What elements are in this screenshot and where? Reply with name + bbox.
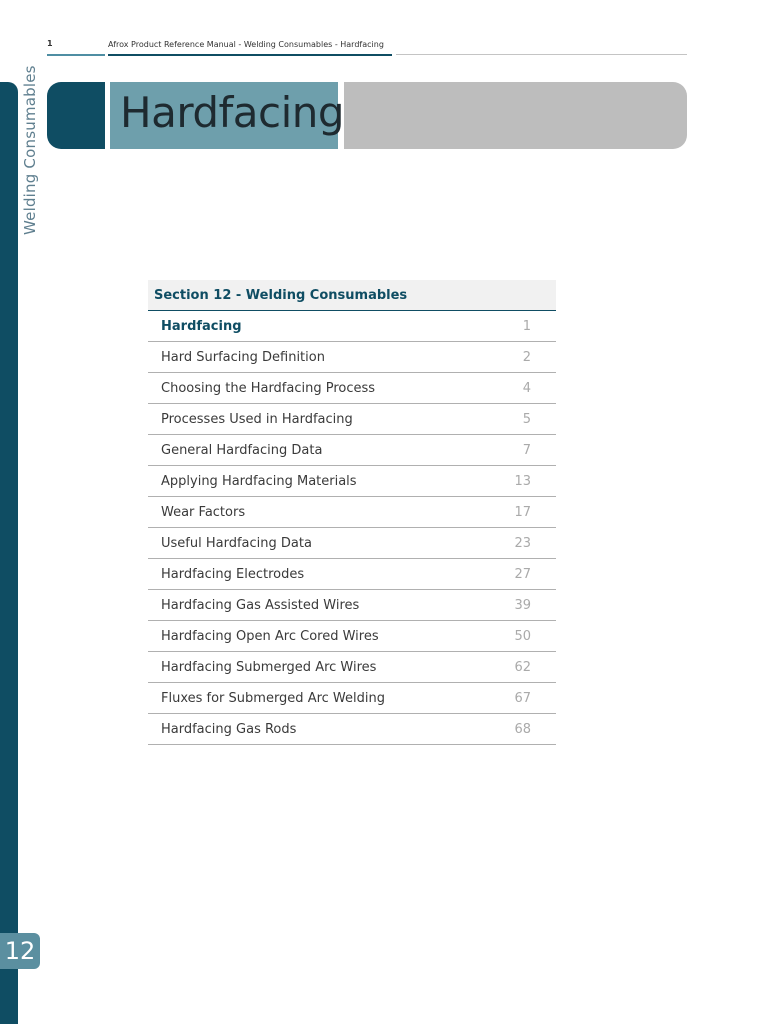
toc-entry-page: 39: [514, 598, 531, 613]
toc-entry[interactable]: [148, 373, 556, 404]
toc-entry-label: General Hardfacing Data: [161, 443, 323, 458]
header-rule-left: [47, 54, 105, 56]
toc-entry-page: 4: [522, 381, 531, 396]
toc-entry-label: Fluxes for Submerged Arc Welding: [161, 691, 385, 706]
toc-entry[interactable]: [148, 652, 556, 683]
toc-entry[interactable]: [148, 404, 556, 435]
header-rule-right: [396, 54, 687, 55]
toc-entry-label: Wear Factors: [161, 505, 246, 520]
toc-entry[interactable]: [148, 466, 556, 497]
toc-entry-label: Choosing the Hardfacing Process: [161, 381, 376, 396]
banner-accent-right: [344, 82, 687, 149]
table-of-contents: [148, 280, 556, 745]
toc-entry-label: Useful Hardfacing Data: [161, 536, 312, 551]
toc-entry-label: Hardfacing Submerged Arc Wires: [161, 660, 377, 675]
toc-entry-page: 5: [522, 412, 531, 427]
side-section-label: Welding Consumables: [21, 65, 39, 235]
toc-entry-label: Processes Used in Hardfacing: [161, 412, 353, 427]
toc-entry-label: Hardfacing Gas Assisted Wires: [161, 598, 360, 613]
header-rule-middle: [108, 54, 392, 56]
toc-entry-page: 27: [514, 567, 531, 582]
toc-entry-page: 17: [514, 505, 531, 520]
header-page-number: 1: [47, 39, 53, 48]
toc-entry[interactable]: [148, 590, 556, 621]
page-title: Hardfacing: [120, 88, 345, 137]
toc-rows: [148, 311, 556, 745]
banner-accent-left: [47, 82, 105, 149]
toc-entry-page: 2: [522, 350, 531, 365]
toc-entry-page: 13: [514, 474, 531, 489]
toc-entry-label: Hardfacing: [161, 319, 242, 334]
toc-entry[interactable]: [148, 435, 556, 466]
toc-entry[interactable]: [148, 714, 556, 745]
toc-header: Section 12 - Welding Consumables: [148, 280, 556, 311]
side-bar: [0, 82, 18, 1024]
toc-entry[interactable]: [148, 342, 556, 373]
toc-entry[interactable]: [148, 528, 556, 559]
toc-entry-page: 1: [522, 319, 531, 334]
toc-entry-label: Applying Hardfacing Materials: [161, 474, 357, 489]
banner-title-box: [110, 82, 345, 149]
toc-entry[interactable]: [148, 497, 556, 528]
toc-entry-label: Hardfacing Open Arc Cored Wires: [161, 629, 379, 644]
toc-entry-page: 7: [522, 443, 531, 458]
toc-entry-page: 23: [514, 536, 531, 551]
toc-entry[interactable]: [148, 559, 556, 590]
toc-entry-label: Hardfacing Electrodes: [161, 567, 305, 582]
toc-entry-label: Hardfacing Gas Rods: [161, 722, 297, 737]
toc-entry-page: 67: [514, 691, 531, 706]
toc-entry-page: 68: [514, 722, 531, 737]
toc-entry-label: Hard Surfacing Definition: [161, 350, 325, 365]
toc-entry[interactable]: [148, 621, 556, 652]
toc-entry[interactable]: [148, 683, 556, 714]
running-title: Afrox Product Reference Manual - Welding Consumables - Hardfacing: [108, 40, 384, 49]
toc-entry-page: 50: [514, 629, 531, 644]
toc-entry-page: 62: [514, 660, 531, 675]
toc-entry[interactable]: [148, 311, 556, 342]
section-number-tab: 12: [0, 933, 40, 969]
